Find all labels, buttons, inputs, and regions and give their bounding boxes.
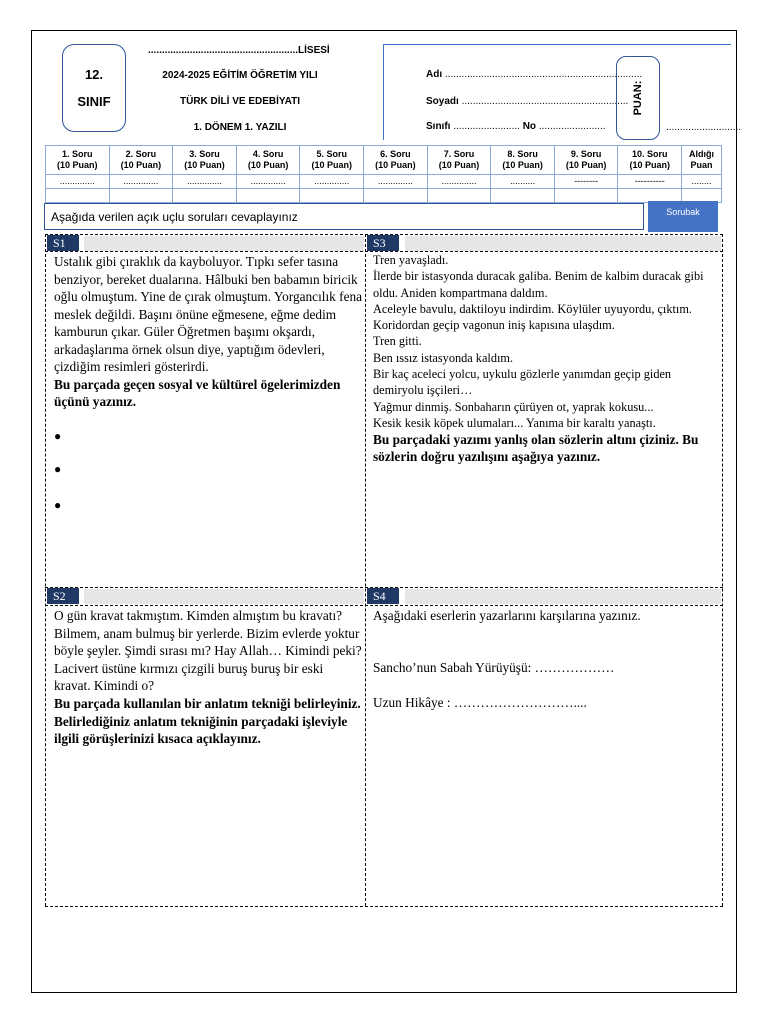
- s1-question: [54, 253, 362, 411]
- score-box: [616, 56, 660, 140]
- surname-dots: ............................................................: [461, 96, 629, 107]
- subject-title: TÜRK DİLİ VE EDEBİYATI: [179, 96, 300, 107]
- s3-line: Yağmur dinmiş. Sonbaharın çürüyen ot, yaprak kokusu...: [373, 399, 654, 414]
- no-dots: ........................: [538, 121, 606, 132]
- score-spacer-cell: [109, 189, 173, 203]
- score-value-cell[interactable]: ..............: [300, 175, 364, 189]
- score-value-cell[interactable]: ..............: [173, 175, 237, 189]
- grid-line-left: [45, 234, 46, 906]
- s4-item-1[interactable]: Sancho’nun Sabah Yürüyüşü: ………………: [373, 660, 615, 675]
- score-value-cell[interactable]: ..............: [109, 175, 173, 189]
- school-name: ......................................................LİSESİ: [148, 45, 330, 56]
- no-label: No: [522, 121, 537, 132]
- score-spacer-cell: [491, 189, 555, 203]
- score-header-cell: 4. Soru (10 Puan): [236, 146, 300, 175]
- grade-box: [62, 44, 126, 132]
- score-label: PUAN:: [632, 80, 644, 116]
- score-dots[interactable]: ...........................: [666, 122, 742, 133]
- score-table: [45, 145, 722, 203]
- s2-label: S2: [47, 588, 79, 604]
- s3-line: Koridordan geçip vagonun iniş kapısına ulaşdım.: [373, 318, 615, 333]
- score-spacer-cell: [173, 189, 237, 203]
- class-label: Sınıfı: [426, 121, 451, 132]
- name-row[interactable]: [426, 69, 642, 80]
- academic-year: 2024-2025 EĞİTİM ÖĞRETİM YILI: [162, 70, 318, 81]
- s1-passage: Ustalık gibi çıraklık da kayboluyor. Tıpkı sefer tasına benziyor, bereket dualarına. Hâlbuki ben babamın biricik oğlu olmuştum. Yine de çırak olmuştum. Yorgancılık fena meslek değildi. Başını önüne eğmesene, eğme dedim kamburun çıkar. Güler Öğretmen başımı okşardı, arkadaşlarıma örnek olsun diye, yaptığım ödevleri, çizdiğim resimleri gösterirdi.: [54, 254, 363, 374]
- grid-line-center: [365, 234, 366, 906]
- grade-number: 12.: [84, 67, 104, 82]
- instruction-bar: Aşağıda verilen açık uçlu soruları cevaplayınız: [44, 203, 644, 230]
- score-spacer-cell: [427, 189, 491, 203]
- s4-item-2[interactable]: Uzun Hikâye : ………………………....: [373, 695, 587, 710]
- s4-intro: Aşağıdaki eserlerin yazarlarını karşılarına yazınız.: [373, 608, 641, 623]
- s2-header-bar: [84, 589, 364, 604]
- s4-label: S4: [367, 588, 399, 604]
- score-value-cell[interactable]: ..............: [427, 175, 491, 189]
- score-header-cell: 5. Soru (10 Puan): [300, 146, 364, 175]
- s1-label: S1: [47, 235, 79, 251]
- s1-bullet-1: ●: [54, 429, 62, 443]
- grid-line-bottom: [45, 906, 723, 907]
- s3-line: Kesik kesik köpek ulumaları... Yanıma bir karaltı yanaştı.: [373, 415, 656, 430]
- score-value-cell[interactable]: ..............: [46, 175, 110, 189]
- s2-question: [54, 607, 362, 748]
- score-spacer-cell: [46, 189, 110, 203]
- score-spacer-cell: [236, 189, 300, 203]
- s3-line: Tren gitti.: [373, 334, 422, 349]
- score-header-cell: 1. Soru (10 Puan): [46, 146, 110, 175]
- s3-label: S3: [367, 235, 399, 251]
- score-header-cell: 7. Soru (10 Puan): [427, 146, 491, 175]
- s1-bullet-3: ●: [54, 498, 62, 512]
- score-value-cell[interactable]: ..........: [491, 175, 555, 189]
- score-header-cell: 10. Soru (10 Puan): [618, 146, 682, 175]
- score-spacer-cell: [364, 189, 428, 203]
- s3-prompt: Bu parçadaki yazımı yanlış olan sözlerin altını çiziniz. Bu sözlerin doğru yazılışını aşağıya yazınız.: [373, 432, 699, 465]
- s3-line: İlerde bir istasyonda duracak galiba. Benim de kalbim duracak gibi oldu. Aniden kompartmana daldım.: [373, 269, 704, 300]
- score-value-cell[interactable]: ..............: [236, 175, 300, 189]
- score-header-cell: Aldığı Puan: [682, 146, 722, 175]
- s3-header-bar: [405, 236, 721, 251]
- s4-question: [373, 607, 718, 625]
- sorubak-button[interactable]: Sorubak: [648, 201, 718, 232]
- s3-line: Ben ıssız istasyonda kaldım.: [373, 350, 514, 365]
- class-dots: ........................: [453, 121, 520, 132]
- score-header-cell: 3. Soru (10 Puan): [173, 146, 237, 175]
- score-value-cell[interactable]: ----------: [618, 175, 682, 189]
- s1-prompt: Bu parçada geçen sosyal ve kültürel ögelerimizden üçünü yazınız.: [54, 376, 341, 409]
- s4-header-bar: [405, 589, 721, 604]
- score-header-cell: 8. Soru (10 Puan): [491, 146, 555, 175]
- s2-prompt: Bu parçada kullanılan bir anlatım tekniği belirleyiniz. Belirlediğiniz anlatım tekniğinin parçadaki işleviyle ilgili görüşlerinizi kısaca açıklayınız.: [54, 695, 361, 747]
- s3-line: Aceleyle bavulu, daktiloyu indirdim. Köylüler uyuyordu, çıktım.: [373, 301, 692, 316]
- score-header-cell: 2. Soru (10 Puan): [109, 146, 173, 175]
- grid-line-middle-inner: [45, 605, 723, 606]
- surname-label: Soyadı: [426, 96, 459, 107]
- score-value-cell[interactable]: ........: [682, 175, 722, 189]
- surname-row[interactable]: [426, 96, 628, 107]
- s1-bullet-2: ●: [54, 462, 62, 476]
- score-header-cell: 6. Soru (10 Puan): [364, 146, 428, 175]
- exam-title: 1. DÖNEM 1. YAZILI: [193, 122, 287, 133]
- s3-line: Tren yavaşladı.: [373, 253, 449, 267]
- grid-line-right: [722, 234, 723, 906]
- name-label: Adı: [426, 69, 443, 80]
- grade-label: SINIF: [77, 94, 111, 109]
- s3-line: Bir kaç aceleci yolcu, uykulu gözlerle yanımdan geçip giden demiryolu işçileri…: [373, 367, 672, 398]
- s2-passage: O gün kravat takmıştım. Kimden almıştım bu kravatı? Bilmem, anam bulmuş bir yerlerde. Bizim evlerde yoktur böyle şeyler. Şimdi sırası mı? Hay Allah… Kimindi peki? Lacivert üstüne kırmızı çizgili buruş buruş bir eski kravat. Kimindi o?: [54, 608, 362, 694]
- score-spacer-cell: [300, 189, 364, 203]
- score-value-cell[interactable]: --------: [554, 175, 618, 189]
- s1-header-bar: [84, 236, 364, 251]
- score-value-cell[interactable]: ..............: [364, 175, 428, 189]
- class-row[interactable]: [426, 121, 606, 132]
- score-header-cell: 9. Soru (10 Puan): [554, 146, 618, 175]
- name-dots: .......................................................................: [444, 69, 643, 80]
- s3-question: [373, 252, 718, 465]
- score-spacer-cell: [554, 189, 618, 203]
